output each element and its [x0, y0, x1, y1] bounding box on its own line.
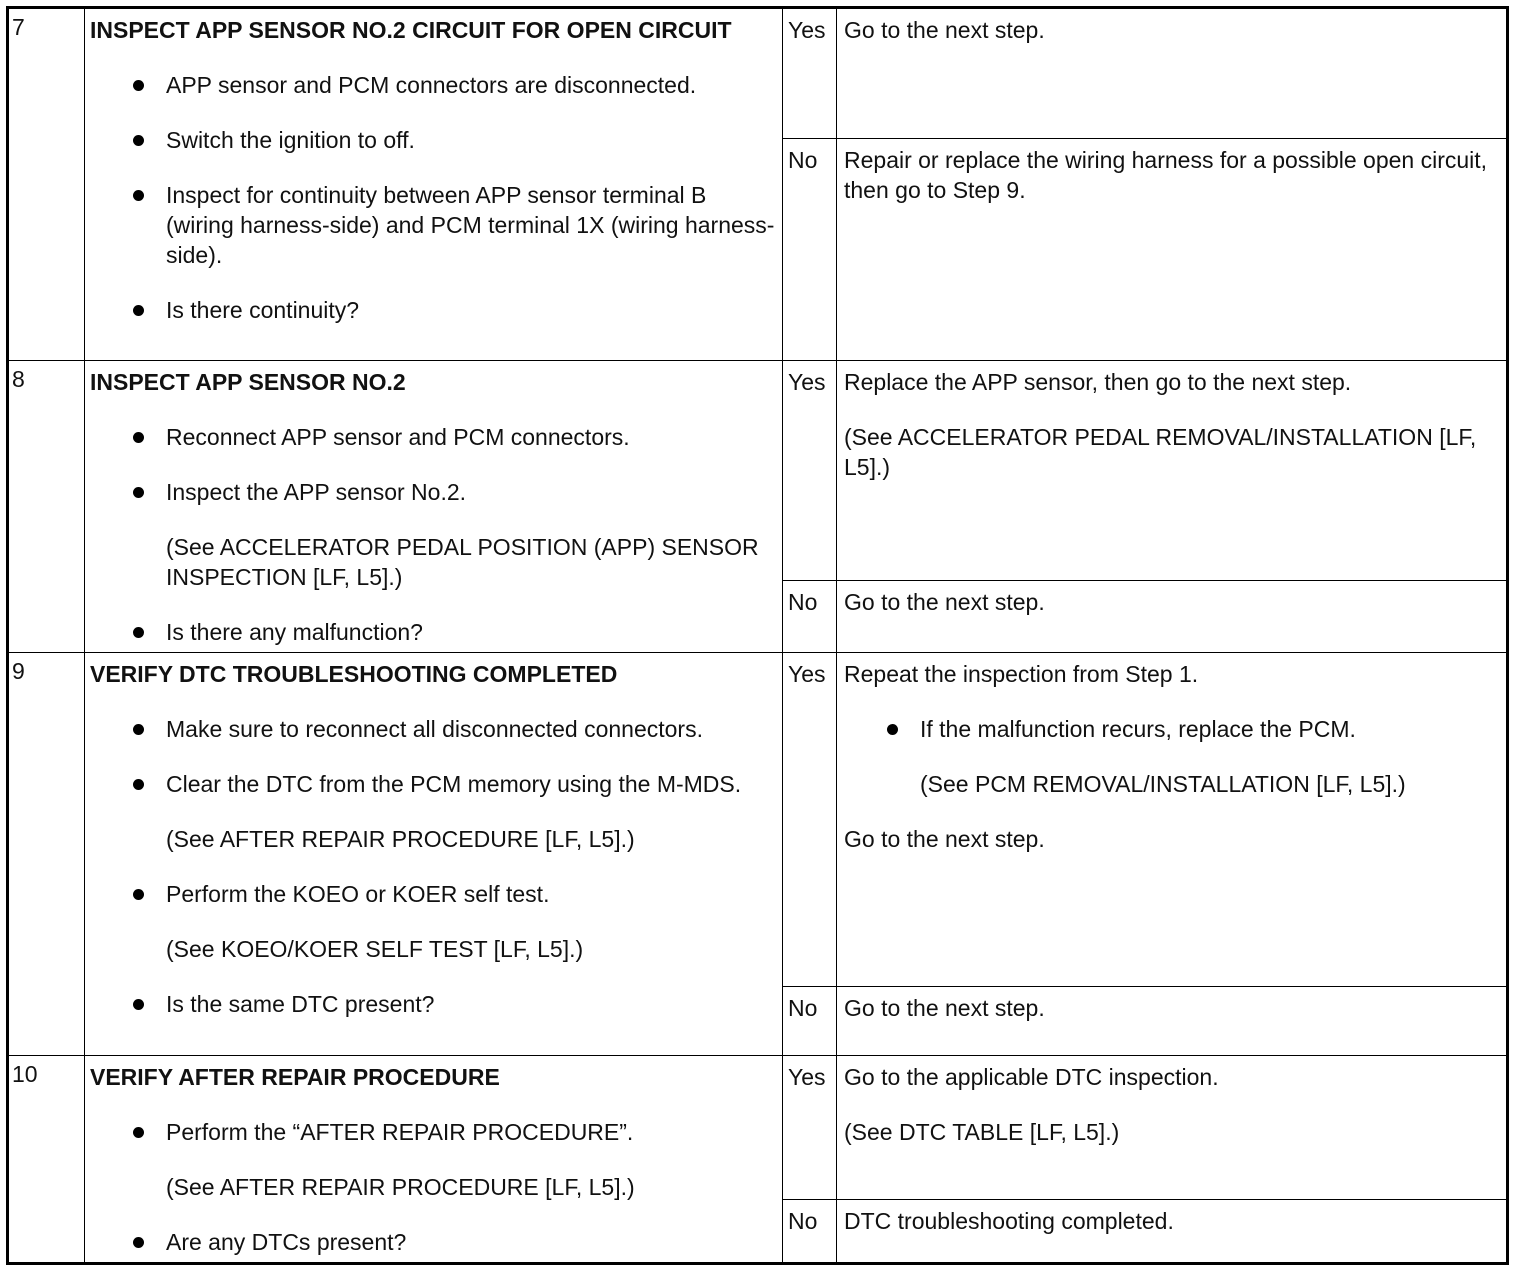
yes-label: Yes	[783, 1056, 837, 1199]
action-cell	[85, 361, 783, 652]
yes-label: Yes	[783, 653, 837, 986]
no-text	[837, 1200, 1506, 1236]
no-label: No	[783, 987, 837, 1055]
table-row-step-9	[9, 653, 1506, 1056]
bullet-item: Reconnect APP sensor and PCM connectors.	[90, 422, 776, 452]
step-heading: VERIFY DTC TROUBLESHOOTING COMPLETED	[90, 661, 618, 687]
result-line: Go to the next step.	[844, 995, 1045, 1021]
no-label: No	[783, 139, 837, 360]
bullet-item: If the malfunction recurs, replace the PCM.	[844, 714, 1498, 744]
no-label: No	[783, 1200, 837, 1262]
bullet-item: Is there continuity?	[90, 295, 776, 325]
result-line: Go to the applicable DTC inspection.	[844, 1064, 1219, 1090]
step-heading: VERIFY AFTER REPAIR PROCEDURE	[90, 1064, 500, 1090]
result-area	[783, 361, 1506, 652]
result-yes	[783, 1056, 1506, 1200]
bullet-item: Switch the ignition to off.	[90, 125, 776, 155]
result-yes	[783, 361, 1506, 581]
result-line: Replace the APP sensor, then go to the next step.	[844, 369, 1352, 395]
yes-label: Yes	[783, 9, 837, 138]
yes-text	[837, 1056, 1506, 1147]
bullet-item: Make sure to reconnect all disconnected connectors.	[90, 714, 776, 744]
yes-text	[837, 653, 1506, 854]
result-line: Go to the next step.	[844, 17, 1045, 43]
bullet-item: Inspect the APP sensor No.2.	[90, 477, 776, 507]
step-heading: INSPECT APP SENSOR NO.2	[90, 369, 406, 395]
yes-text	[837, 361, 1506, 482]
step-number: 10	[9, 1056, 85, 1262]
reference-text: (See ACCELERATOR PEDAL POSITION (APP) SENSOR INSPECTION [LF, L5].)	[166, 534, 759, 590]
action-cell	[85, 1056, 783, 1262]
step-number: 7	[9, 9, 85, 360]
table-row-step-8	[9, 361, 1506, 653]
table-row-step-10	[9, 1056, 1506, 1262]
no-text	[837, 139, 1506, 205]
result-line: Go to the next step.	[844, 589, 1045, 615]
reference-text: (See KOEO/KOER SELF TEST [LF, L5].)	[166, 936, 584, 962]
result-no	[783, 1200, 1506, 1262]
bullet-item: Inspect for continuity between APP sensor terminal B (wiring harness-side) and PCM terminal 1X (wiring harness-side).	[90, 180, 776, 270]
bullet-item: Is the same DTC present?	[90, 989, 776, 1019]
action-cell	[85, 9, 783, 360]
reference-text: (See AFTER REPAIR PROCEDURE [LF, L5].)	[166, 826, 635, 852]
bullet-item: Is there any malfunction?	[90, 617, 776, 647]
reference-text: (See DTC TABLE [LF, L5].)	[844, 1119, 1120, 1145]
yes-label: Yes	[783, 361, 837, 580]
bullet-item: APP sensor and PCM connectors are disconnected.	[90, 70, 776, 100]
reference-text: (See ACCELERATOR PEDAL REMOVAL/INSTALLATION [LF, L5].)	[844, 424, 1477, 480]
result-line: DTC troubleshooting completed.	[844, 1208, 1174, 1234]
reference-text: (See PCM REMOVAL/INSTALLATION [LF, L5].)	[920, 771, 1406, 797]
step-number: 9	[9, 653, 85, 1055]
result-line: Repair or replace the wiring harness for a possible open circuit, then go to Step 9.	[844, 147, 1488, 203]
bullet-item: Perform the KOEO or KOER self test.	[90, 879, 776, 909]
reference-text: (See AFTER REPAIR PROCEDURE [LF, L5].)	[166, 1174, 635, 1200]
step-heading: INSPECT APP SENSOR NO.2 CIRCUIT FOR OPEN CIRCUIT	[90, 17, 732, 43]
action-cell	[85, 653, 783, 1055]
table-row-step-7	[9, 9, 1506, 361]
bullet-item: Are any DTCs present?	[90, 1227, 776, 1257]
result-line: Go to the next step.	[844, 826, 1045, 852]
result-area	[783, 9, 1506, 360]
result-yes	[783, 9, 1506, 139]
bullet-item: Clear the DTC from the PCM memory using the M-MDS.	[90, 769, 776, 799]
result-area	[783, 1056, 1506, 1262]
result-no	[783, 581, 1506, 652]
result-area	[783, 653, 1506, 1055]
result-no	[783, 139, 1506, 360]
no-text	[837, 581, 1506, 617]
no-label: No	[783, 581, 837, 652]
bullet-item: Perform the “AFTER REPAIR PROCEDURE”.	[90, 1117, 776, 1147]
step-number: 8	[9, 361, 85, 652]
result-no	[783, 987, 1506, 1055]
yes-text	[837, 9, 1506, 45]
no-text	[837, 987, 1506, 1023]
troubleshooting-table	[6, 6, 1509, 1265]
result-yes	[783, 653, 1506, 987]
result-line: Repeat the inspection from Step 1.	[844, 661, 1199, 687]
